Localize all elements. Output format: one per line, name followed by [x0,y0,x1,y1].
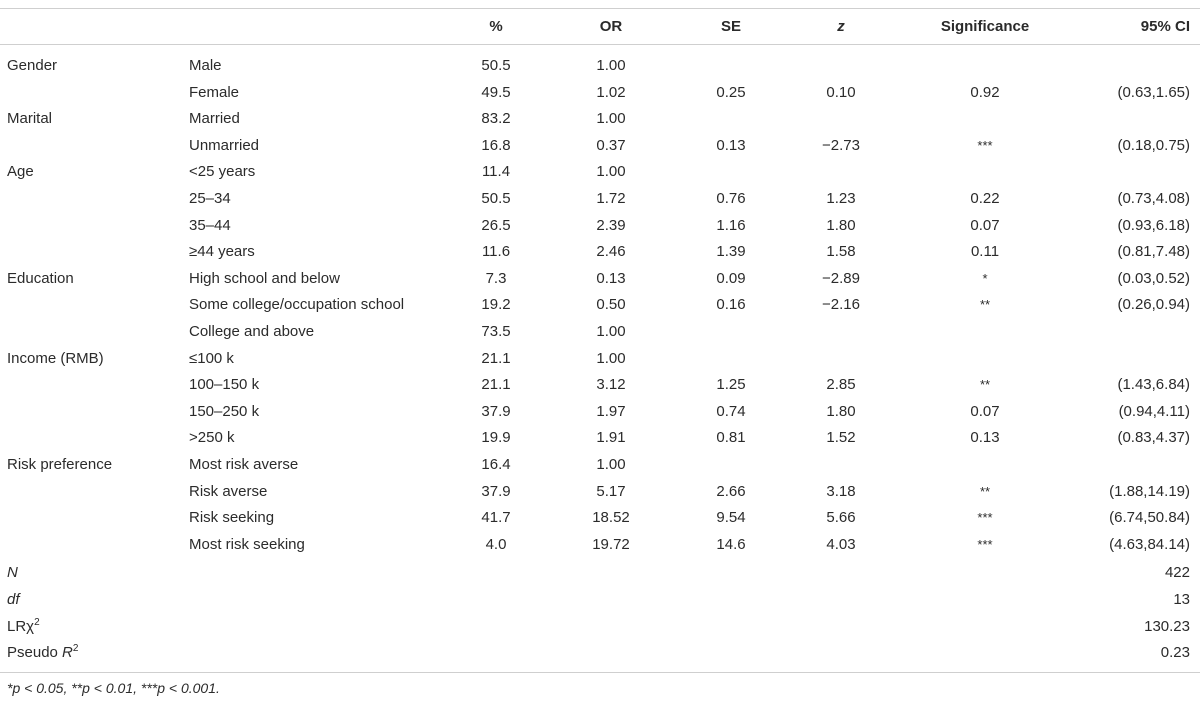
row-category: Male [189,57,222,74]
row-z [805,53,877,79]
stat-label-lr-sup: 2 [34,617,40,628]
row-z [805,159,877,185]
stat-row-lr [0,614,1200,640]
row-category: High school and below [189,270,340,287]
row-category: 25–34 [189,190,231,207]
row-percent: 83.2 [481,110,511,127]
row-standard-error: 1.16 [716,217,746,234]
row-z: 4.03 [826,536,856,553]
table-row [0,319,1200,345]
row-category: 35–44 [189,217,231,234]
row-z: 0.10 [826,84,856,101]
table-row [0,292,1200,318]
row-percent: 26.5 [481,217,511,234]
row-significance [915,53,1055,79]
stat-label-lr [7,614,40,640]
row-standard-error: 9.54 [716,509,746,526]
row-standard-error: 0.09 [716,270,746,287]
table-header-row [0,14,1200,40]
stat-label-pseudo-r2 [7,640,78,666]
row-significance: 0.92 [970,84,1000,101]
row-category: Unmarried [189,137,260,154]
row-category: Risk averse [189,483,268,500]
row-percent: 16.4 [481,456,511,473]
row-percent: 73.5 [481,323,511,340]
row-category: Most risk averse [189,456,299,473]
stat-value-df: 13 [1173,591,1190,608]
stat-row-pseudo-r2 [0,640,1200,666]
row-significance: 0.07 [970,403,1000,420]
row-standard-error: 0.25 [716,84,746,101]
row-odds-ratio: 3.12 [596,376,626,393]
row-category: 150–250 k [189,403,260,420]
row-significance [915,106,1055,132]
row-z: −2.73 [822,137,860,154]
row-category: Risk seeking [189,509,275,526]
row-standard-error [695,319,767,345]
row-significance: ** [979,377,991,392]
table-row [0,106,1200,132]
row-category: ≥44 years [189,243,255,260]
row-percent: 19.9 [481,429,511,446]
stat-value-pseudo-r2: 0.23 [1160,644,1190,661]
row-significance [915,452,1055,478]
row-confidence-interval: (0.03,0.52) [1117,270,1190,287]
table-row [0,505,1200,531]
row-standard-error: 0.76 [716,190,746,207]
row-significance: ** [979,484,991,499]
row-significance: *** [977,537,993,552]
row-standard-error: 14.6 [716,536,746,553]
row-category: Most risk seeking [189,536,305,553]
row-percent: 16.8 [481,137,511,154]
table-row [0,186,1200,212]
stat-label-n: N [7,564,18,581]
stat-row-df [0,587,1200,613]
row-odds-ratio: 1.00 [596,456,626,473]
row-percent: 50.5 [481,57,511,74]
row-confidence-interval: (6.74,50.84) [1109,509,1190,526]
table-row [0,133,1200,159]
row-significance: *** [977,138,993,153]
row-variable: Gender [7,57,58,74]
row-significance [915,159,1055,185]
row-odds-ratio: 2.39 [596,217,626,234]
row-percent: 21.1 [481,350,511,367]
row-odds-ratio: 0.13 [596,270,626,287]
table-row [0,372,1200,398]
row-odds-ratio: 1.00 [596,323,626,340]
row-category: Married [189,110,240,127]
header-odds-ratio: OR [599,18,623,35]
row-odds-ratio: 1.00 [596,163,626,180]
row-percent: 4.0 [485,536,507,553]
row-standard-error [695,452,767,478]
row-confidence-interval: (0.93,6.18) [1117,217,1190,234]
row-significance: *** [977,510,993,525]
table-row [0,346,1200,372]
row-odds-ratio: 1.00 [596,350,626,367]
row-significance: ** [979,297,991,312]
row-significance [915,346,1055,372]
row-confidence-interval: (0.26,0.94) [1117,296,1190,313]
row-z: 1.52 [826,429,856,446]
row-standard-error [695,53,767,79]
row-odds-ratio: 18.52 [592,509,630,526]
row-category: 100–150 k [189,376,260,393]
row-odds-ratio: 1.00 [596,110,626,127]
table-row [0,53,1200,79]
row-standard-error: 1.39 [716,243,746,260]
header-standard-error: SE [720,18,741,35]
row-z [805,106,877,132]
stat-label-pseudo-text: Pseudo [7,644,63,661]
row-confidence-interval: (1.88,14.19) [1109,483,1190,500]
row-category: >250 k [189,429,235,446]
row-odds-ratio: 0.37 [596,137,626,154]
table-top-rule [0,8,1200,9]
row-z: 1.58 [826,243,856,260]
row-significance: 0.22 [970,190,1000,207]
row-confidence-interval [1040,53,1190,79]
header-significance: Significance [940,18,1030,35]
table-row [0,266,1200,292]
table-bottom-rule [0,672,1200,673]
row-standard-error: 0.81 [716,429,746,446]
row-z: 5.66 [826,509,856,526]
stat-label-lr-text: LRχ [7,618,35,635]
row-confidence-interval: (0.63,1.65) [1117,84,1190,101]
row-percent: 21.1 [481,376,511,393]
row-percent: 19.2 [481,296,511,313]
table-row [0,399,1200,425]
table-row [0,479,1200,505]
table-row [0,80,1200,106]
header-percent: % [489,18,503,35]
row-odds-ratio: 0.50 [596,296,626,313]
row-confidence-interval [1040,106,1190,132]
table-row [0,239,1200,265]
row-confidence-interval: (0.73,4.08) [1117,190,1190,207]
row-standard-error [695,159,767,185]
stat-label-df: df [7,591,20,608]
row-z: 1.80 [826,217,856,234]
stat-row-n [0,560,1200,586]
row-confidence-interval: (4.63,84.14) [1109,536,1190,553]
row-percent: 37.9 [481,483,511,500]
table-row [0,532,1200,558]
row-standard-error: 2.66 [716,483,746,500]
table-header-rule [0,44,1200,45]
row-percent: 11.6 [481,243,511,260]
row-z: −2.16 [822,296,860,313]
row-significance [915,319,1055,345]
row-standard-error: 0.16 [716,296,746,313]
row-significance: * [982,271,988,286]
stat-value-n: 422 [1164,564,1190,581]
row-z [805,319,877,345]
row-confidence-interval: (0.83,4.37) [1117,429,1190,446]
row-standard-error: 0.13 [716,137,746,154]
row-percent: 37.9 [481,403,511,420]
row-variable: Risk preference [7,456,113,473]
row-variable: Education [7,270,74,287]
row-category: Female [189,84,240,101]
row-percent: 41.7 [481,509,511,526]
row-percent: 7.3 [485,270,507,287]
row-significance: 0.07 [970,217,1000,234]
table-footnote: *p < 0.05, **p < 0.01, ***p < 0.001. [7,680,220,696]
row-odds-ratio: 5.17 [596,483,626,500]
row-odds-ratio: 1.00 [596,57,626,74]
row-variable: Marital [7,110,53,127]
row-confidence-interval: (0.81,7.48) [1117,243,1190,260]
row-z: 1.80 [826,403,856,420]
row-standard-error: 1.25 [716,376,746,393]
row-z: −2.89 [822,270,860,287]
row-confidence-interval [1040,319,1190,345]
table-row [0,213,1200,239]
table-row [0,159,1200,185]
row-variable: Age [7,163,34,180]
header-z: z [837,18,845,35]
stat-label-pseudo-sup: 2 [72,643,79,654]
row-odds-ratio: 19.72 [592,536,630,553]
row-confidence-interval [1040,159,1190,185]
header-confidence-interval: 95% CI [1140,18,1190,35]
row-percent: 50.5 [481,190,511,207]
row-category: ≤100 k [189,350,234,367]
row-confidence-interval: (1.43,6.84) [1117,376,1190,393]
row-category: Some college/occupation school [189,296,405,313]
row-odds-ratio: 1.91 [596,429,626,446]
row-standard-error [695,346,767,372]
table-row [0,452,1200,478]
row-percent: 49.5 [481,84,511,101]
row-odds-ratio: 2.46 [596,243,626,260]
row-odds-ratio: 1.72 [596,190,626,207]
table-row [0,425,1200,451]
row-confidence-interval [1040,452,1190,478]
row-category: <25 years [189,163,256,180]
stat-value-lr: 130.23 [1144,618,1190,635]
row-category: College and above [189,323,315,340]
row-confidence-interval: (0.18,0.75) [1117,137,1190,154]
row-z: 3.18 [826,483,856,500]
row-confidence-interval: (0.94,4.11) [1118,403,1190,420]
row-confidence-interval [1040,346,1190,372]
row-z: 2.85 [826,376,856,393]
row-variable: Income (RMB) [7,350,104,367]
row-odds-ratio: 1.02 [596,84,626,101]
stat-label-pseudo-r: R [62,644,73,661]
row-significance: 0.13 [970,429,1000,446]
row-percent: 11.4 [481,163,511,180]
row-odds-ratio: 1.97 [596,403,626,420]
row-z [805,452,877,478]
row-standard-error [695,106,767,132]
row-z [805,346,877,372]
row-standard-error: 0.74 [716,403,746,420]
row-z: 1.23 [826,190,856,207]
row-significance: 0.11 [970,243,1000,260]
